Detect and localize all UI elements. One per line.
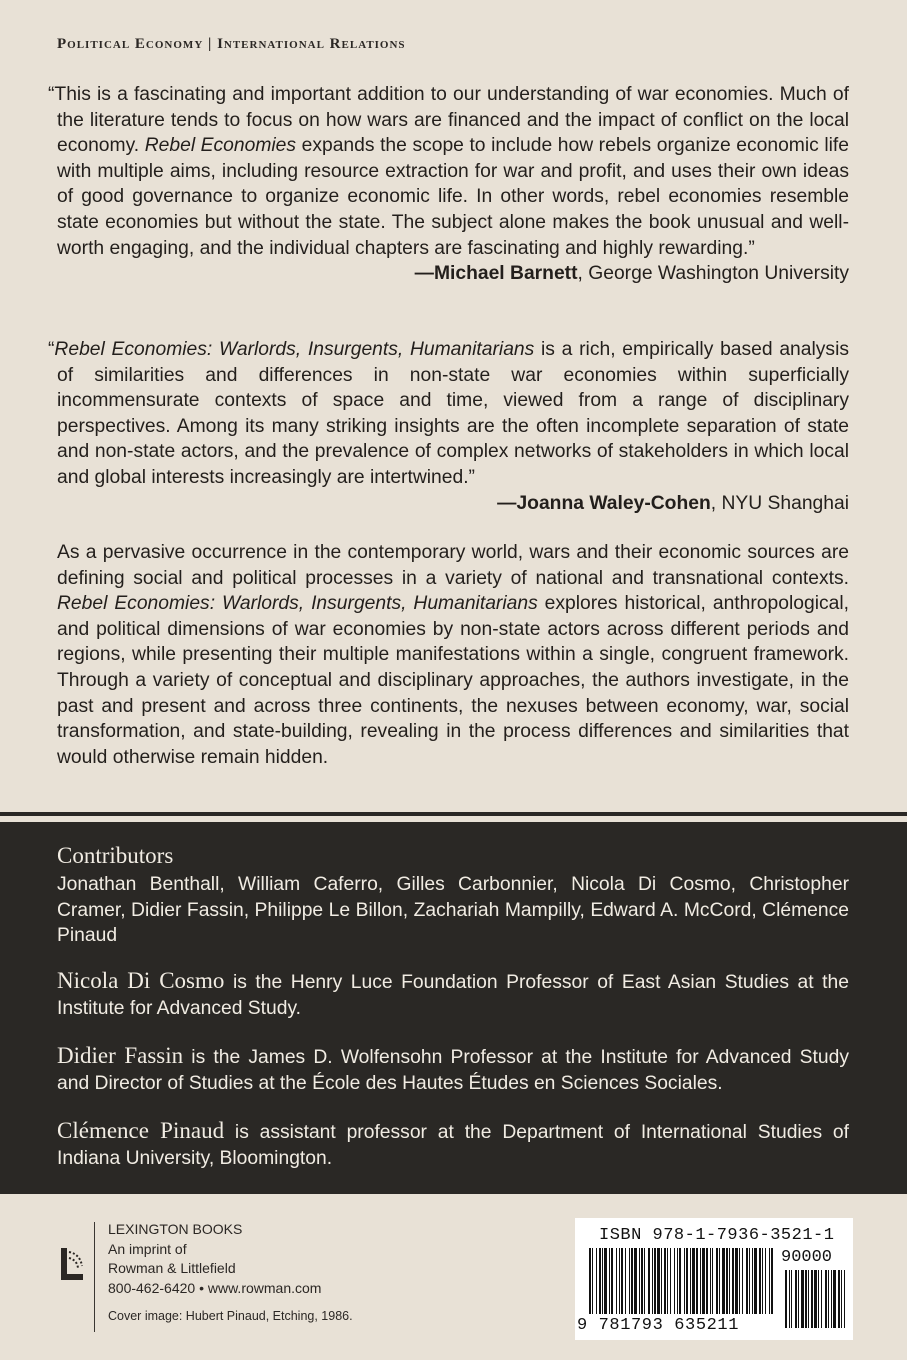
barcode-bar	[661, 1248, 662, 1314]
addon-bar	[798, 1270, 799, 1328]
barcode-bar	[729, 1248, 730, 1314]
addon-bar	[795, 1270, 797, 1328]
barcode-bar	[667, 1248, 668, 1314]
divider-rule-bottom	[0, 1190, 907, 1194]
barcode-bar	[609, 1248, 610, 1314]
addon-bar	[838, 1270, 840, 1328]
barcode-bar	[710, 1248, 711, 1314]
barcode-bar	[706, 1248, 708, 1314]
barcode-bar	[604, 1248, 607, 1314]
barcode-bar	[771, 1248, 773, 1314]
barcode-bar	[762, 1248, 763, 1314]
barcode-bar	[664, 1248, 666, 1314]
addon-bar	[828, 1270, 829, 1328]
barcode-bar	[639, 1248, 640, 1314]
addon-bar	[805, 1270, 807, 1328]
quote-attribution	[48, 491, 849, 517]
barcode-bar	[644, 1248, 645, 1314]
author-name: —Joanna Waley-Cohen	[497, 492, 711, 514]
quote-text-part: “	[48, 339, 55, 360]
barcode-bar	[631, 1248, 633, 1314]
addon-bar	[814, 1270, 817, 1328]
barcode-bar	[619, 1248, 620, 1314]
bio-text: is assistant professor at the Department of International Studies of Indiana University, Bloomington.	[57, 1122, 849, 1169]
addon-bar	[844, 1270, 845, 1328]
barcode-bar	[589, 1248, 591, 1314]
bio-text: is the James D. Wolfensohn Professor at the Institute for Advanced Study and Director of Studies at the École des Hautes Études en Sciences Sociales.	[57, 1047, 849, 1094]
quote-text-part: expands the scope to include how rebels organize economic life with multiple aims, including resource extraction for war and profit, and uses their own ideas of good governance to organize economic life. In other words, rebel economies resemble state economies but without the state. The subject alone makes the book unusual and well-worth engaging, and the individual chapters are fascinating and highly rewarding.”	[57, 135, 849, 259]
addon-bar	[841, 1270, 842, 1328]
publisher-parent: Rowman & Littlefield	[108, 1260, 236, 1276]
barcode-bar	[759, 1248, 761, 1314]
book-title-italic: Rebel Economies	[144, 135, 297, 157]
addon-bar	[825, 1270, 827, 1328]
barcode-bar	[769, 1248, 770, 1314]
quote-attribution	[48, 261, 849, 287]
quote-text-part: “This is a fascinating and important addition to our understanding of war economies. Much of the literature tends to focus on how wars are financed and the impact of conflict on the local economy.	[48, 84, 849, 157]
bio-name: Nicola Di Cosmo	[57, 968, 225, 993]
barcode-bar	[749, 1248, 750, 1314]
publisher-divider	[94, 1222, 95, 1332]
barcode-bar	[696, 1248, 698, 1314]
barcode-bar	[648, 1248, 650, 1314]
publisher-contact: 800-462-6420 • www.rowman.com	[108, 1279, 322, 1296]
addon-bar	[785, 1270, 787, 1328]
barcode-bar	[616, 1248, 617, 1314]
category-label: Political Economy | International Relations	[57, 36, 406, 52]
barcode-bar	[719, 1248, 720, 1314]
barcode-bar	[599, 1248, 601, 1314]
barcode-bar	[634, 1248, 637, 1314]
barcode-bar	[690, 1248, 691, 1314]
description-part: As a pervasive occurrence in the contemporary world, wars and their economic sources are defining social and political processes in a variety of national and transnational contexts.	[57, 542, 849, 589]
barcode-bar	[739, 1248, 740, 1314]
barcode-bar	[674, 1248, 675, 1314]
addon-bar	[801, 1270, 804, 1328]
barcode-bar	[654, 1248, 656, 1314]
addon-bar	[831, 1270, 832, 1328]
bio-2	[57, 1043, 849, 1096]
book-description	[57, 540, 849, 770]
barcode-bar	[641, 1248, 643, 1314]
author-affiliation: , NYU Shanghai	[710, 492, 849, 514]
author-affiliation: , George Washington University	[577, 263, 849, 285]
addon-bar	[821, 1270, 822, 1328]
barcode-bar	[692, 1248, 695, 1314]
publisher-info	[108, 1220, 321, 1298]
isbn-label: ISBN 978-1-7936-3521-1	[599, 1226, 835, 1245]
bio-text: is the Henry Luce Foundation Professor of East Asian Studies at the Institute for Advanced Study.	[57, 972, 849, 1019]
isbn-barcode	[575, 1218, 853, 1340]
book-title-italic: Rebel Economies: Warlords, Insurgents, Humanitarians	[57, 593, 538, 615]
barcode-bar	[726, 1248, 728, 1314]
bio-3	[57, 1118, 849, 1171]
barcode-bar	[732, 1248, 734, 1314]
bio-name: Clémence Pinaud	[57, 1118, 225, 1143]
quote-text	[48, 337, 849, 491]
barcode-bar	[712, 1248, 713, 1314]
barcode-bar	[684, 1248, 685, 1314]
barcode-bar	[592, 1248, 593, 1314]
contributors-heading: Contributors	[57, 843, 174, 868]
publisher-imprint: An imprint of	[108, 1240, 187, 1257]
barcode-bar	[746, 1248, 748, 1314]
addon-bar	[791, 1270, 792, 1328]
quote-text-part: is a rich, empirically based analysis of similarities and differences in non-state war economies within superficially incommensurate contexts of space and time, viewed from a range of disciplinary perspectives. Among its many striking insights are the often incomplete separation of state and non-state actors, and the prevalence of complex networks of stakeholders in which local and global interests increasingly are intertwined.”	[57, 339, 849, 488]
review-quote-2	[48, 337, 849, 516]
barcode-bar	[735, 1248, 738, 1314]
barcode-bar	[754, 1248, 757, 1314]
barcode-bar	[602, 1248, 603, 1314]
author-name: —Michael Barnett	[414, 263, 578, 285]
barcode-bar	[629, 1248, 630, 1314]
addon-bar	[808, 1270, 809, 1328]
barcode-bar	[657, 1248, 660, 1314]
bio-1	[57, 968, 849, 1021]
barcode-bar	[679, 1248, 681, 1314]
addon-bar	[818, 1270, 819, 1328]
barcode-bar	[716, 1248, 718, 1314]
price-code: 90000	[781, 1248, 833, 1267]
contributors-list: Jonathan Benthall, William Caferro, Gilles Carbonnier, Nicola Di Cosmo, Christopher Cramer, Didier Fassin, Philippe Le Billon, Zachariah Mampilly, Edward A. McCord, Clémence Pinaud	[57, 874, 849, 947]
barcode-bar	[596, 1248, 597, 1314]
barcode-bar	[752, 1248, 753, 1314]
bio-name: Didier Fassin	[57, 1043, 184, 1068]
cover-credit: Cover image: Hubert Pinaud, Etching, 1986.	[108, 1309, 353, 1323]
barcode-bar	[742, 1248, 743, 1314]
divider-rule-gap	[0, 820, 907, 822]
barcode-bar	[686, 1248, 688, 1314]
quote-text	[48, 82, 849, 261]
review-quote-1	[48, 82, 849, 287]
addon-bar	[789, 1270, 790, 1328]
barcode-bar	[670, 1248, 671, 1314]
barcode-bar	[677, 1248, 678, 1314]
barcode-bar	[652, 1248, 653, 1314]
barcode-bar	[621, 1248, 623, 1314]
description-part: explores historical, anthropological, and political dimensions of war economies by non-state actors across different periods and regions, while presenting their multiple manifestations within a single, congruent framework. Through a variety of conceptual and disciplinary approaches, the authors investigate, in the past and present and across three continents, the nexuses between economy, war, social transformation, and state-building, revealing in the process differences and similarities that would otherwise remain hidden.	[57, 593, 849, 768]
addon-bar	[811, 1270, 813, 1328]
barcode-bar	[700, 1248, 701, 1314]
barcode-bar	[625, 1248, 626, 1314]
ean-digits: 9 781793 635211	[577, 1316, 740, 1335]
addon-bar	[833, 1270, 836, 1328]
barcode-bar	[765, 1248, 766, 1314]
barcode-bar	[611, 1248, 613, 1314]
barcode-bar	[722, 1248, 725, 1314]
book-title-italic: Rebel Economies: Warlords, Insurgents, Humanitarians	[54, 339, 535, 360]
barcode-bar	[702, 1248, 705, 1314]
lexington-logo-icon	[60, 1244, 86, 1288]
publisher-name: LEXINGTON BOOKS	[108, 1221, 243, 1237]
